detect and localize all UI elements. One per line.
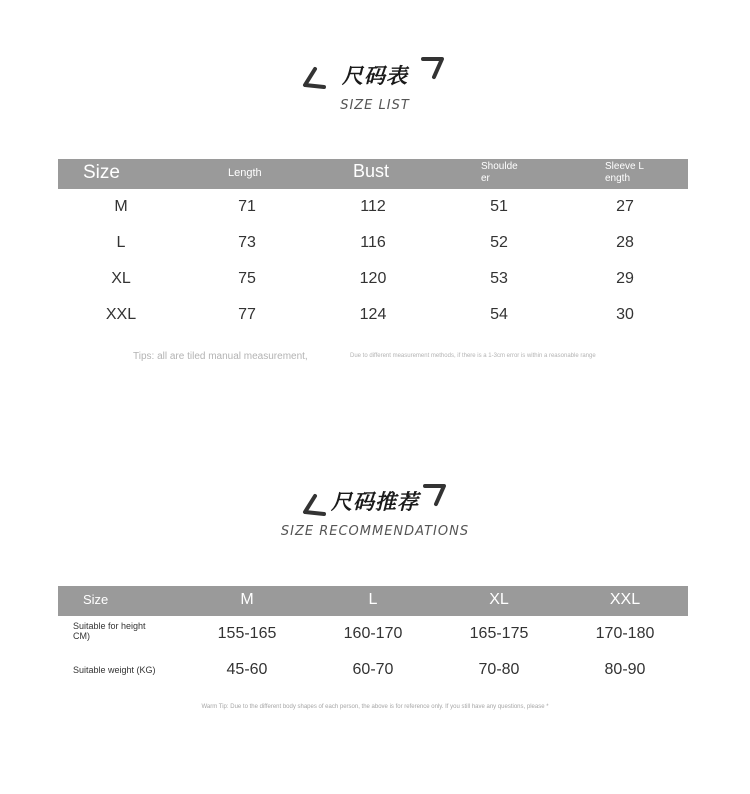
cell-l: 60-70 <box>352 661 394 678</box>
table-row <box>58 225 688 261</box>
header-length: Length <box>228 167 262 179</box>
header-shoulder: Shoulde er <box>481 161 518 184</box>
size-rec-heading <box>0 486 750 539</box>
size-rec-tip: Warm Tip: Due to the different body shapes of each person, the above is for reference only. If you still have any questions, please * <box>201 704 549 710</box>
cell-l: 160-170 <box>343 625 403 642</box>
header-bust: Bust <box>353 161 390 181</box>
header-size: Size <box>83 592 109 607</box>
cell-length: 77 <box>238 306 256 323</box>
cell-bust: 120 <box>359 270 387 287</box>
cell-length: 73 <box>238 234 256 251</box>
cell-bust: 124 <box>359 306 387 323</box>
cell-size: L <box>116 234 126 251</box>
size-rec-title: 尺码推荐 <box>331 490 419 514</box>
cell-xxl: 80-90 <box>604 661 646 678</box>
cell-sleeve: 30 <box>616 306 634 323</box>
size-rec-subtitle: SIZE RECOMMENDATIONS <box>280 524 470 539</box>
cell-m: 45-60 <box>226 661 268 678</box>
cell-shoulder: 52 <box>490 234 508 251</box>
header-m: M <box>240 591 254 608</box>
cell-size: XXL <box>105 306 137 323</box>
cell-size: XL <box>111 270 131 287</box>
table-row <box>58 261 688 297</box>
size-list-tip-right: Due to different measurement methods, if there is a 1-3cm error is within a reasonable range <box>350 353 596 359</box>
table-row <box>58 652 688 688</box>
size-list-title: 尺码表 <box>342 64 408 88</box>
header-l: L <box>368 591 378 608</box>
cell-length: 71 <box>238 198 256 215</box>
cell-shoulder: 53 <box>490 270 508 287</box>
header-xl: XL <box>489 591 509 608</box>
table-row <box>58 616 688 652</box>
size-list-tip-left: Tips: all are tiled manual measurement, <box>133 351 308 362</box>
size-list-header-row <box>58 159 688 189</box>
cell-bust: 112 <box>360 198 386 215</box>
cell-bust: 116 <box>360 234 386 251</box>
cell-xl: 70-80 <box>478 661 520 678</box>
table-row <box>58 297 688 333</box>
cell-m: 155-165 <box>217 625 277 642</box>
header-xxl: XXL <box>609 591 641 608</box>
cell-xxl: 170-180 <box>595 625 655 642</box>
row-label-height: Suitable for height CM) <box>73 621 146 641</box>
header-sleeve-length: Sleeve L ength <box>605 161 644 184</box>
cell-sleeve: 29 <box>616 270 634 287</box>
cell-length: 75 <box>238 270 256 287</box>
cell-size: M <box>114 198 128 215</box>
cell-sleeve: 28 <box>616 234 634 251</box>
size-list-subtitle: SIZE LIST <box>340 98 410 113</box>
cell-shoulder: 54 <box>490 306 508 323</box>
header-size: Size <box>83 162 120 183</box>
size-list-table <box>58 159 688 333</box>
size-list-heading <box>0 60 750 113</box>
row-label-weight: Suitable weight (KG) <box>73 665 156 675</box>
size-rec-table <box>58 586 688 688</box>
cell-xl: 165-175 <box>469 625 529 642</box>
size-rec-header-row <box>58 586 688 616</box>
cell-sleeve: 27 <box>616 198 634 215</box>
table-row <box>58 189 688 225</box>
cell-shoulder: 51 <box>490 198 508 215</box>
